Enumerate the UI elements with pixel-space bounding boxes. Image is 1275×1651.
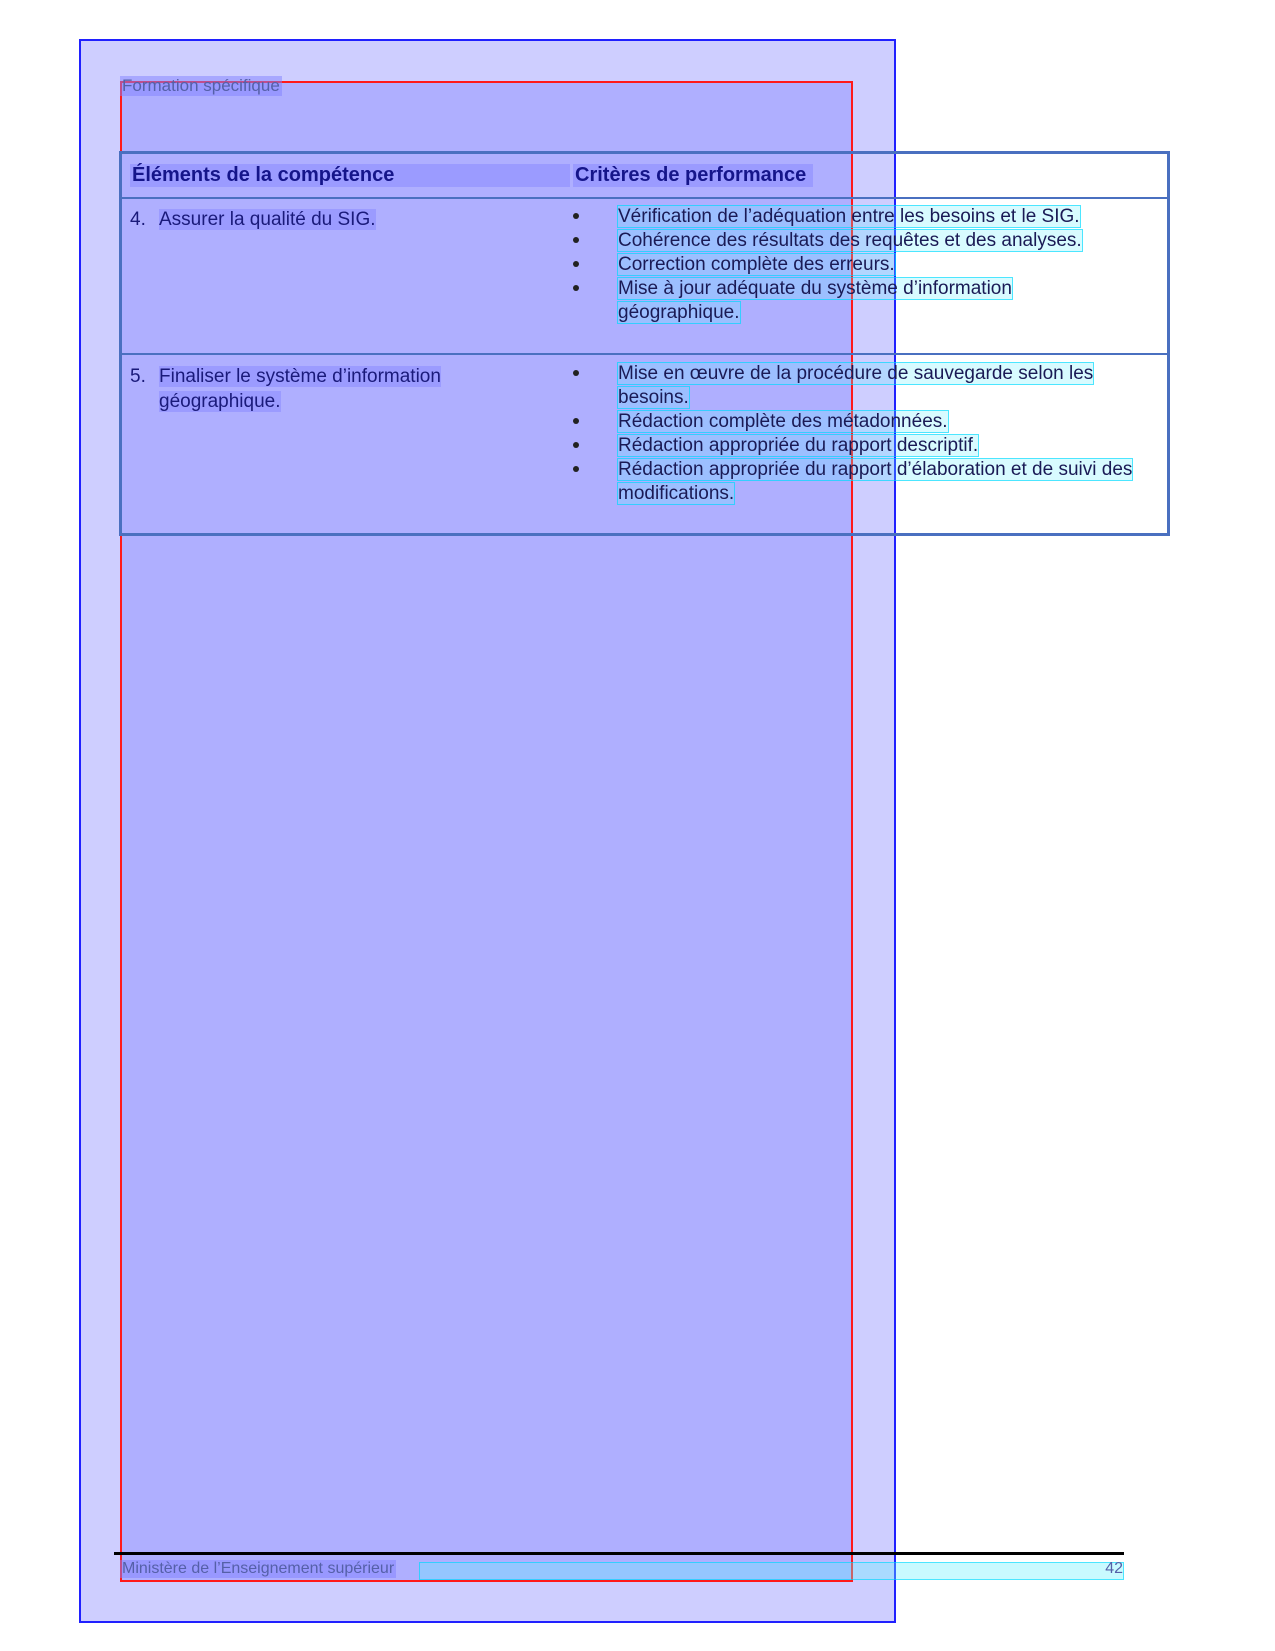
competence-element-4 [130,207,590,232]
criterion-item [573,410,1163,434]
criteria-list-4 [573,205,1163,325]
annotation-footer-band [420,1563,1123,1579]
section-header: Formation spécifique [122,76,280,95]
criterion-text: Rédaction appropriée du rapport descriptif. [618,435,979,456]
criterion-text: Cohérence des résultats des requêtes et des analyses. [618,230,1082,251]
competence-table [119,151,1170,536]
element-text-line-1: Finaliser le système d’information [159,366,441,387]
column-header-criteria: Critères de performance [573,164,813,187]
criterion-item [573,458,1163,506]
criterion-item [573,205,1163,229]
criterion-text: Correction complète des erreurs. [618,254,895,275]
criterion-text: Rédaction complète des métadonnées. [618,411,948,432]
bullet-icon [573,208,580,224]
bullet-icon [573,461,580,477]
footer-divider [114,1552,1124,1555]
element-number: 4. [130,209,146,230]
criterion-item [573,229,1163,253]
table-header-row [122,154,1167,199]
bullet-icon [573,437,580,453]
bullet-icon [573,280,580,296]
criterion-item [573,253,1163,277]
criterion-text: Mise en œuvre de la procédure de sauvegarde selon les besoins. [618,363,1094,408]
criterion-text: Vérification de l’adéquation entre les besoins et le SIG. [618,206,1080,227]
bullet-icon [573,232,580,248]
bullet-icon [573,256,580,272]
criterion-item [573,277,1073,325]
criterion-item [573,434,1163,458]
page-number: 42 [1105,1560,1123,1577]
competence-element-5 [130,364,650,414]
element-text-line-2: géographique. [159,391,281,412]
criterion-text: Rédaction appropriée du rapport d’élaboration et de suivi des modifications. [618,459,1133,504]
criterion-text: Mise à jour adéquate du système d’information géographique. [618,278,1012,323]
column-header-elements: Éléments de la compétence [130,164,570,187]
element-number: 5. [130,366,146,387]
row-divider [122,353,1167,355]
footer-ministry: Ministère de l’Enseignement supérieur [122,1560,395,1577]
criteria-list-5 [573,362,1163,506]
criterion-item [573,362,1163,410]
bullet-icon [573,413,580,429]
element-text: Assurer la qualité du SIG. [159,209,376,230]
bullet-icon [573,365,580,381]
